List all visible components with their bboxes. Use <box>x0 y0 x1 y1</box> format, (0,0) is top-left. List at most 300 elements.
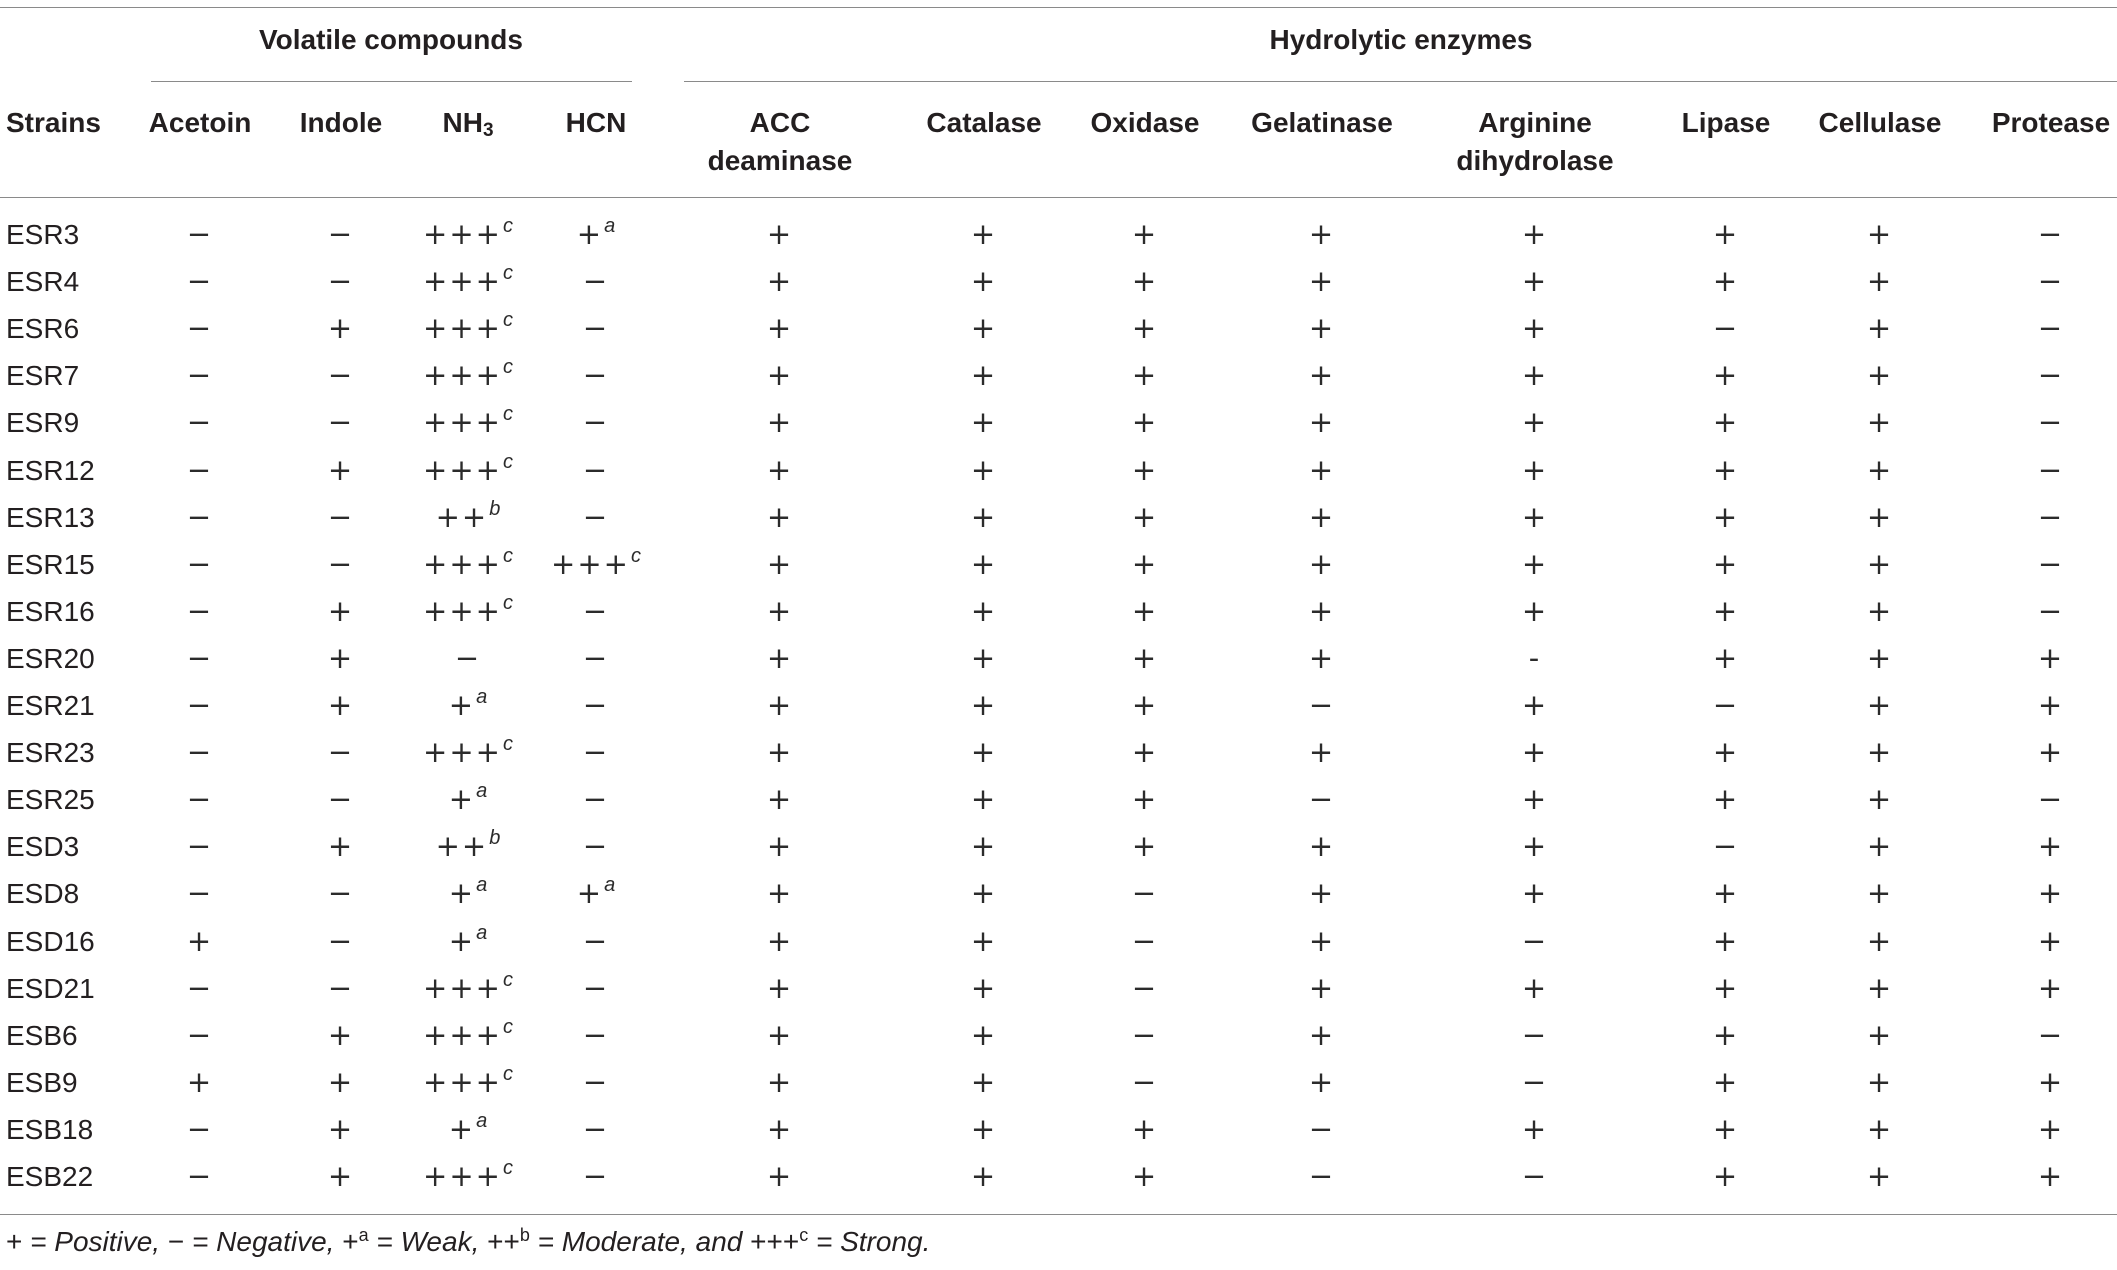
cell-protease <box>2038 682 2064 729</box>
result-symbol: +++ <box>423 358 502 393</box>
result-symbol: − <box>582 358 610 393</box>
cell-lipase <box>1713 541 1739 588</box>
result-symbol: − <box>186 593 214 628</box>
strength-superscript: c <box>502 1015 513 1038</box>
cell-cellulase <box>1867 918 1893 965</box>
result-symbol: +++ <box>423 311 502 346</box>
result-symbol: + <box>1131 593 1159 628</box>
result-symbol: − <box>582 640 610 675</box>
table-row <box>0 541 2117 588</box>
result-symbol: + <box>1521 264 1549 299</box>
result-symbol: + <box>448 1111 476 1146</box>
cell-gelatinase <box>1309 399 1335 446</box>
column-header-acetoin: Acetoin <box>148 107 252 138</box>
result-symbol: − <box>186 876 214 911</box>
cell-cellulase <box>1867 870 1893 917</box>
cell-strain: ESR3 <box>6 219 80 250</box>
cell-nh3 <box>449 918 487 965</box>
cell-acc-deaminase <box>767 447 793 494</box>
cell-gelatinase <box>1309 682 1335 729</box>
result-symbol: +++ <box>423 264 502 299</box>
result-symbol: + <box>766 1159 794 1193</box>
result-symbol: + <box>1712 217 1740 251</box>
table-row <box>0 399 2117 446</box>
cell-gelatinase <box>1309 823 1335 870</box>
result-symbol: + <box>1308 358 1336 393</box>
result-symbol: + <box>1521 876 1549 911</box>
strength-superscript: c <box>502 544 513 567</box>
cell-oxidase <box>1132 870 1158 917</box>
result-symbol: − <box>1131 876 1159 911</box>
cell-hcn <box>583 258 609 305</box>
cell-strain: ESR15 <box>6 548 95 580</box>
cell-gelatinase <box>1309 776 1335 823</box>
result-symbol: + <box>1308 593 1336 628</box>
result-symbol: + <box>1866 546 1894 581</box>
cell-gelatinase <box>1309 870 1335 917</box>
cell-acetoin <box>187 494 213 541</box>
cell-catalase <box>971 635 997 682</box>
cell-catalase <box>971 494 997 541</box>
column-header-oxidase: Oxidase <box>1090 107 1200 138</box>
result-symbol: + <box>970 358 998 393</box>
cell-arginine-dihydrolase <box>1522 494 1548 541</box>
result-symbol: + <box>1131 546 1159 581</box>
cell-acc-deaminase <box>767 399 793 446</box>
result-symbol: + <box>1866 735 1894 770</box>
cell-indole <box>328 447 354 494</box>
result-symbol: − <box>582 405 610 440</box>
result-symbol: − <box>186 546 214 581</box>
result-symbol: + <box>1866 923 1894 958</box>
cell-hcn <box>583 1059 609 1106</box>
cell-acetoin <box>187 541 213 588</box>
cell-cellulase <box>1867 1153 1893 1200</box>
cell-oxidase <box>1132 1059 1158 1106</box>
result-symbol: + <box>1131 640 1159 675</box>
result-symbol: +++ <box>423 970 502 1005</box>
cell-oxidase <box>1132 541 1158 588</box>
arginine-line-2: dihydrolase <box>1456 145 1614 176</box>
cell-cellulase <box>1867 1012 1893 1059</box>
cell-hcn <box>583 1153 609 1200</box>
result-symbol: − <box>327 735 355 770</box>
result-symbol: + <box>448 876 476 911</box>
column-header-lipase: Lipase <box>1681 107 1771 138</box>
cell-cellulase <box>1867 1106 1893 1153</box>
result-symbol: + <box>970 1064 998 1099</box>
cell-hcn <box>583 1106 609 1153</box>
cell-indole <box>328 305 354 352</box>
cell-indole <box>328 965 354 1012</box>
result-symbol: + <box>1521 452 1549 487</box>
result-symbol: − <box>2037 405 2065 440</box>
cell-oxidase <box>1132 918 1158 965</box>
cell-lipase <box>1713 918 1739 965</box>
cell-arginine-dihydrolase <box>1522 211 1548 258</box>
cell-strain: ESR20 <box>6 642 95 674</box>
cell-acetoin <box>187 870 213 917</box>
cell-hcn <box>583 729 609 776</box>
cell-protease <box>2038 918 2064 965</box>
cell-strain: ESB22 <box>6 1161 94 1192</box>
result-symbol: + <box>1866 264 1894 299</box>
cell-hcn <box>583 682 609 729</box>
result-symbol: + <box>186 923 214 958</box>
result-symbol: + <box>1308 217 1336 251</box>
result-symbol: + <box>1131 311 1159 346</box>
table-row <box>0 258 2117 305</box>
cell-gelatinase <box>1309 211 1335 258</box>
cell-lipase <box>1713 399 1739 446</box>
cell-nh3 <box>423 1059 513 1106</box>
cell-lipase <box>1713 870 1739 917</box>
cell-hcn <box>577 870 615 917</box>
cell-arginine-dihydrolase <box>1522 1153 1548 1200</box>
strength-superscript: a <box>476 874 488 897</box>
result-symbol: − <box>2037 358 2065 393</box>
result-symbol: − <box>582 1159 610 1193</box>
result-symbol: − <box>582 782 610 817</box>
result-symbol: − <box>186 1017 214 1052</box>
cell-oxidase <box>1132 1153 1158 1200</box>
result-symbol: + <box>970 1017 998 1052</box>
cell-arginine-dihydrolase <box>1522 447 1548 494</box>
cell-strain: ESD21 <box>6 972 95 1004</box>
cell-lipase <box>1713 1012 1739 1059</box>
result-symbol: − <box>2037 499 2065 534</box>
result-symbol: + <box>1712 970 1740 1005</box>
result-symbol: +++ <box>423 593 502 628</box>
cell-acc-deaminase <box>767 1153 793 1200</box>
cell-arginine-dihydrolase <box>1522 541 1548 588</box>
cell-nh3 <box>423 258 513 305</box>
cell-indole <box>328 1106 354 1153</box>
result-symbol: + <box>2037 876 2065 911</box>
strength-superscript: c <box>502 309 513 332</box>
cell-oxidase <box>1132 399 1158 446</box>
result-symbol: + <box>970 405 998 440</box>
cell-catalase <box>971 447 997 494</box>
result-symbol: + <box>1308 1017 1336 1052</box>
cell-acetoin <box>187 1106 213 1153</box>
cell-oxidase <box>1132 1012 1158 1059</box>
cell-catalase <box>971 823 997 870</box>
cell-acetoin <box>187 1153 213 1200</box>
cell-acetoin <box>187 729 213 776</box>
cell-acetoin <box>187 823 213 870</box>
cell-acc-deaminase <box>767 635 793 682</box>
cell-acc-deaminase <box>767 494 793 541</box>
result-symbol: + <box>1712 782 1740 817</box>
result-symbol: + <box>1308 546 1336 581</box>
result-symbol: − <box>1712 829 1740 864</box>
result-symbol: + <box>327 640 355 675</box>
result-symbol: + <box>1866 829 1894 864</box>
strength-superscript: c <box>502 591 513 614</box>
result-symbol: + <box>2037 735 2065 770</box>
cell-cellulase <box>1867 729 1893 776</box>
cell-indole <box>328 682 354 729</box>
bottom-rule <box>0 1214 2117 1215</box>
result-symbol: − <box>1131 1017 1159 1052</box>
result-symbol: + <box>1866 970 1894 1005</box>
footnote-text: = Weak, <box>368 1226 488 1257</box>
result-symbol: − <box>582 499 610 534</box>
strength-superscript: c <box>502 262 513 285</box>
cell-cellulase <box>1867 635 1893 682</box>
result-symbol: + <box>970 1159 998 1193</box>
table-row <box>0 305 2117 352</box>
cell-protease <box>2038 352 2064 399</box>
result-symbol: + <box>766 217 794 251</box>
cell-gelatinase <box>1309 1059 1335 1106</box>
cell-nh3 <box>455 635 481 682</box>
result-symbol: − <box>186 311 214 346</box>
cell-oxidase <box>1132 635 1158 682</box>
result-symbol: + <box>970 217 998 251</box>
result-symbol: + <box>1521 546 1549 581</box>
result-symbol: − <box>582 264 610 299</box>
result-symbol: + <box>1131 688 1159 722</box>
cell-catalase <box>971 541 997 588</box>
table-row <box>0 1059 2117 1106</box>
cell-hcn <box>551 541 641 588</box>
result-symbol: + <box>970 1111 998 1146</box>
column-header-catalase: Catalase <box>926 107 1042 138</box>
result-symbol: + <box>448 782 476 817</box>
result-symbol: + <box>766 1111 794 1146</box>
cell-gelatinase <box>1309 541 1335 588</box>
cell-hcn <box>583 352 609 399</box>
cell-gelatinase <box>1309 635 1335 682</box>
result-symbol: + <box>1712 593 1740 628</box>
cell-arginine-dihydrolase <box>1522 918 1548 965</box>
cell-cellulase <box>1867 494 1893 541</box>
result-symbol: + <box>2037 829 2065 864</box>
table-row <box>0 870 2117 917</box>
cell-strain: ESR16 <box>6 595 95 627</box>
cell-arginine-dihydrolase <box>1522 305 1548 352</box>
result-symbol: + <box>327 1064 355 1099</box>
result-symbol: + <box>1712 1111 1740 1146</box>
result-symbol: − <box>1131 970 1159 1005</box>
cell-hcn <box>583 399 609 446</box>
result-symbol: + <box>327 593 355 628</box>
result-symbol: − <box>1521 1017 1549 1052</box>
cell-indole <box>328 211 354 258</box>
result-symbol: + <box>1866 217 1894 251</box>
cell-gelatinase <box>1309 729 1335 776</box>
cell-protease <box>2038 211 2064 258</box>
result-symbol: − <box>1308 1159 1336 1193</box>
cell-protease <box>2038 1012 2064 1059</box>
strength-superscript: a <box>476 780 488 803</box>
cell-arginine-dihydrolase <box>1522 1059 1548 1106</box>
result-symbol: +++ <box>423 1064 502 1099</box>
result-symbol: − <box>582 1111 610 1146</box>
result-symbol: + <box>766 452 794 487</box>
result-symbol: + <box>766 829 794 864</box>
result-symbol: + <box>1131 452 1159 487</box>
result-symbol: + <box>1308 640 1336 675</box>
result-symbol: + <box>766 264 794 299</box>
result-symbol: + <box>1131 735 1159 770</box>
result-symbol: − <box>1131 1064 1159 1099</box>
cell-oxidase <box>1132 965 1158 1012</box>
cell-protease <box>2038 494 2064 541</box>
cell-acetoin <box>187 588 213 635</box>
table-row <box>0 776 2117 823</box>
result-symbol: - <box>1528 640 1542 675</box>
cell-gelatinase <box>1309 305 1335 352</box>
footnote-text: = Strong. <box>808 1226 931 1257</box>
result-symbol: +++ <box>423 1017 502 1052</box>
cell-strain: ESB6 <box>6 1019 78 1051</box>
result-symbol: − <box>582 311 610 346</box>
result-symbol: + <box>766 1064 794 1099</box>
result-symbol: + <box>1712 1017 1740 1052</box>
cell-nh3 <box>423 965 513 1012</box>
result-symbol: + <box>2037 688 2065 722</box>
result-symbol: − <box>582 593 610 628</box>
strength-superscript: a <box>476 1109 488 1132</box>
footnote <box>6 1226 930 1258</box>
cell-cellulase <box>1867 541 1893 588</box>
result-symbol: + <box>766 546 794 581</box>
cell-nh3 <box>423 588 513 635</box>
cell-indole <box>328 1012 354 1059</box>
result-symbol: + <box>766 923 794 958</box>
cell-arginine-dihydrolase <box>1522 1012 1548 1059</box>
table-row <box>0 211 2117 258</box>
cell-indole <box>328 776 354 823</box>
result-symbol: + <box>327 829 355 864</box>
result-symbol: + <box>766 358 794 393</box>
cell-indole <box>328 1059 354 1106</box>
result-symbol: + <box>1866 358 1894 393</box>
acc-line-1: ACC <box>749 107 811 138</box>
cell-oxidase <box>1132 823 1158 870</box>
cell-catalase <box>971 729 997 776</box>
result-symbol: + <box>2037 1064 2065 1099</box>
cell-cellulase <box>1867 305 1893 352</box>
cell-protease <box>2038 729 2064 776</box>
result-symbol: + <box>448 688 476 722</box>
cell-cellulase <box>1867 211 1893 258</box>
result-symbol: + <box>766 735 794 770</box>
result-symbol: + <box>1308 876 1336 911</box>
result-symbol: + <box>1521 735 1549 770</box>
cell-nh3 <box>423 305 513 352</box>
cell-catalase <box>971 399 997 446</box>
result-symbol: + <box>1308 452 1336 487</box>
cell-catalase <box>971 682 997 729</box>
cell-protease <box>2038 1153 2064 1200</box>
result-symbol: ++ <box>435 829 489 864</box>
result-symbol: +++ <box>423 1159 502 1193</box>
cell-lipase <box>1713 494 1739 541</box>
cell-hcn <box>583 447 609 494</box>
cell-protease <box>2038 823 2064 870</box>
cell-protease <box>2038 258 2064 305</box>
cell-gelatinase <box>1309 447 1335 494</box>
result-symbol: + <box>766 876 794 911</box>
result-symbol: + <box>1866 1064 1894 1099</box>
result-symbol: − <box>327 217 355 251</box>
result-symbol: + <box>1712 923 1740 958</box>
result-symbol: − <box>1521 923 1549 958</box>
nh3-subscript: 3 <box>482 120 494 141</box>
arginine-line-1: Arginine <box>1478 107 1592 138</box>
table-row <box>0 447 2117 494</box>
result-symbol: + <box>766 499 794 534</box>
cell-cellulase <box>1867 823 1893 870</box>
result-symbol: − <box>186 217 214 251</box>
footnote-text: = Positive, <box>22 1226 168 1257</box>
result-symbol: + <box>327 1159 355 1193</box>
table-row <box>0 965 2117 1012</box>
cell-cellulase <box>1867 1059 1893 1106</box>
result-symbol: + <box>1521 217 1549 251</box>
cell-gelatinase <box>1309 1106 1335 1153</box>
cell-gelatinase <box>1309 588 1335 635</box>
result-symbol: + <box>1866 1017 1894 1052</box>
result-symbol: + <box>1521 1111 1549 1146</box>
cell-oxidase <box>1132 588 1158 635</box>
result-symbol: − <box>2037 452 2065 487</box>
cell-cellulase <box>1867 258 1893 305</box>
cell-nh3 <box>423 447 513 494</box>
result-symbol: − <box>1521 1159 1549 1193</box>
cell-indole <box>328 541 354 588</box>
result-symbol: + <box>1866 593 1894 628</box>
table-row <box>0 729 2117 776</box>
column-header-cellulase: Cellulase <box>1818 107 1942 138</box>
cell-hcn <box>583 823 609 870</box>
result-symbol: − <box>2037 782 2065 817</box>
result-symbol: + <box>1712 452 1740 487</box>
strength-superscript: a <box>604 874 616 897</box>
cell-oxidase <box>1132 776 1158 823</box>
cell-oxidase <box>1132 211 1158 258</box>
result-symbol: + <box>766 782 794 817</box>
cell-acc-deaminase <box>767 352 793 399</box>
cell-acc-deaminase <box>767 1106 793 1153</box>
result-symbol: − <box>582 970 610 1005</box>
result-symbol: + <box>970 264 998 299</box>
table-row <box>0 352 2117 399</box>
result-symbol: + <box>1866 405 1894 440</box>
cell-acetoin <box>187 211 213 258</box>
result-symbol: + <box>1131 405 1159 440</box>
cell-gelatinase <box>1309 965 1335 1012</box>
group-volatile-compounds: Volatile compounds <box>259 24 523 55</box>
cell-acc-deaminase <box>767 541 793 588</box>
cell-lipase <box>1713 729 1739 776</box>
result-symbol: − <box>327 405 355 440</box>
column-header-indole: Indole <box>299 107 383 138</box>
cell-cellulase <box>1867 447 1893 494</box>
cell-acetoin <box>187 258 213 305</box>
cell-nh3 <box>423 729 513 776</box>
result-symbol: + <box>2037 923 2065 958</box>
table-row <box>0 682 2117 729</box>
cell-catalase <box>971 1106 997 1153</box>
column-header-protease: Protease <box>1991 107 2111 138</box>
cell-cellulase <box>1867 776 1893 823</box>
result-symbol: + <box>448 923 476 958</box>
